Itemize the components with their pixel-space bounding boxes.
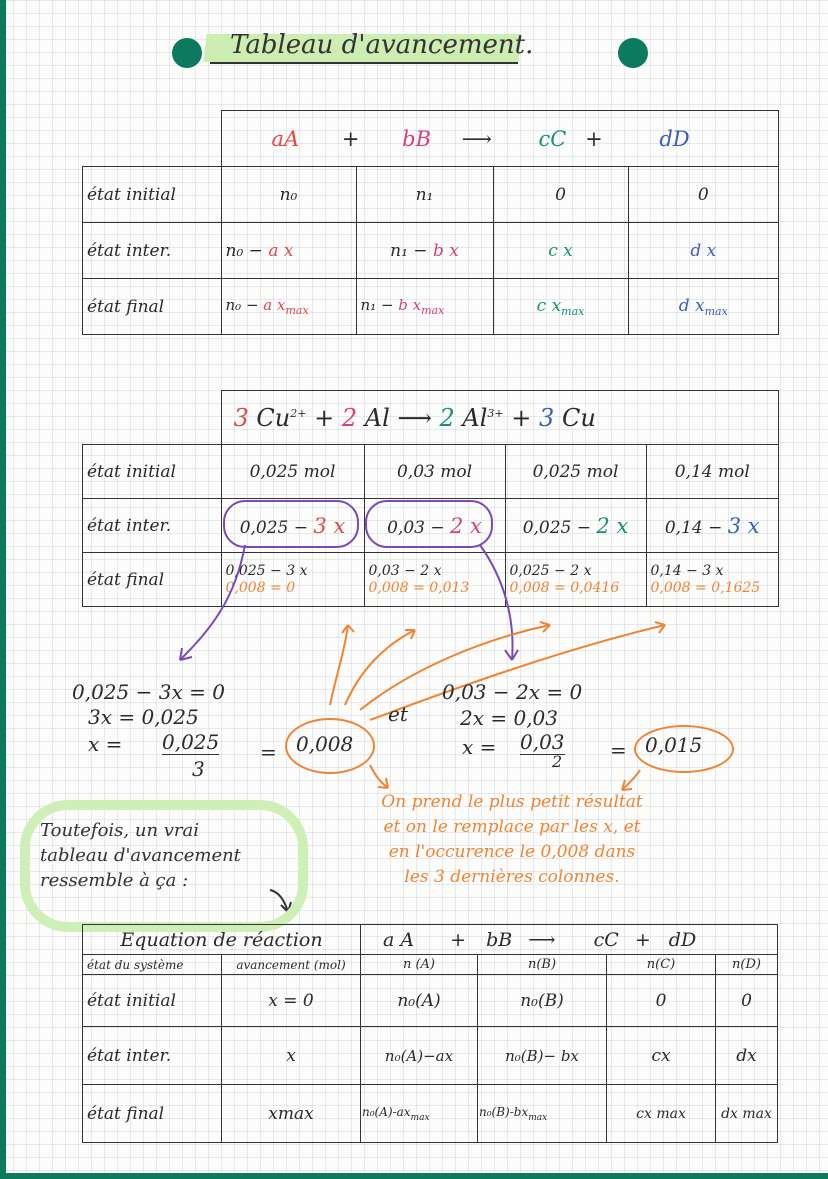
header-cell: n(B) (478, 955, 607, 975)
result-value: 0,015 (645, 733, 703, 757)
species-b: bB (402, 126, 432, 151)
cell: x (222, 1027, 361, 1085)
cell-part: 0,008 = 0 (225, 579, 296, 596)
species-b: bB (486, 928, 513, 951)
species: Al (364, 403, 390, 432)
result-value: 0,008 (296, 732, 354, 756)
fraction-numerator: 0,03 (520, 730, 565, 754)
plus-sign: + (341, 126, 360, 151)
cell-part: 0,008 = 0,1625 (650, 579, 761, 596)
cell: 0 (716, 975, 778, 1027)
full-advancement-table (82, 924, 778, 1143)
cell: n₀(B) (478, 975, 607, 1027)
cell-part: 2 x (450, 513, 482, 538)
cell: x = 0 (222, 975, 361, 1027)
cell-part: n₀ − (225, 240, 269, 261)
cell-part: max (561, 304, 585, 318)
header-cell: n (A) (361, 955, 478, 975)
calc-line: x = (462, 735, 497, 759)
equation-label: Equation de réaction (83, 925, 361, 955)
text-line: ressemble à ça : (40, 870, 189, 891)
cell: dx max (716, 1085, 778, 1143)
cell-part: 0,008 = 0,0416 (509, 579, 620, 596)
cell: n₀(A)−ax (361, 1027, 478, 1085)
text-line: Toutefois, un vrai (40, 820, 200, 841)
row-label: état initial (83, 445, 222, 499)
header-cell: n(C) (607, 955, 716, 975)
cell (361, 1085, 478, 1143)
cell-part: d x (678, 295, 705, 316)
species: Al (462, 403, 488, 432)
page-title: Tableau d'avancement. (230, 30, 534, 60)
cell-part: 0,03 − 2 x (368, 562, 442, 579)
plus-sign: + (450, 928, 467, 951)
cell: dx (716, 1027, 778, 1085)
cell-part: 0,14 − 3 x (650, 562, 724, 579)
cell: n₀(B)− bx (478, 1027, 607, 1085)
cell-part: n₁ − (360, 296, 399, 314)
plus-sign: + (511, 403, 532, 432)
header-cell: avancement (mol) (222, 955, 361, 975)
cell-part: 0,025 − 2 x (509, 562, 592, 579)
header-cell: n(D) (716, 955, 778, 975)
cell-part: a x (263, 296, 286, 314)
fraction-numerator: 0,025 (162, 730, 220, 754)
note-line: On prend le plus petit résultat (381, 792, 643, 812)
cell-part: max (528, 1112, 548, 1123)
species-c: cC (538, 126, 567, 151)
header-cell: état du système (83, 955, 222, 975)
calc-line: 2x = 0,03 (460, 706, 559, 730)
cell: n₀(A) (361, 975, 478, 1027)
calc-line: 3x = 0,025 (88, 705, 199, 729)
calc-line: 0,03 − 2x = 0 (442, 680, 583, 704)
full-equation (361, 925, 778, 955)
cell: 0,03 mol (364, 445, 505, 499)
cell-part: b x (398, 296, 422, 314)
cell-part: 0,025 − 3 x (225, 562, 308, 579)
reaction-arrow: ⟶ (528, 928, 556, 951)
plus-sign: + (585, 126, 603, 151)
row-label: état final (83, 279, 222, 335)
row-label: état initial (83, 167, 222, 223)
cell-part: 3 x (313, 513, 346, 538)
note-text (292, 790, 732, 890)
species-c: cC (593, 928, 619, 951)
species-a: aA (271, 126, 300, 151)
reaction-arrow: ⟶ (461, 126, 492, 151)
calc-line: x = (88, 732, 123, 756)
cell: n₁ (356, 167, 493, 223)
cell: xmax (222, 1085, 361, 1143)
cell (478, 1085, 607, 1143)
toutefois-text (40, 818, 241, 893)
row-label: état inter. (83, 223, 222, 279)
cell: 0 (493, 167, 628, 223)
cell-part: n₁ − (390, 240, 433, 261)
table-row (83, 1027, 778, 1085)
note-line: en l'occurence le 0,008 dans (388, 842, 636, 862)
reaction-arrow: ⟶ (397, 403, 432, 432)
note-line: les 3 dernières colonnes. (404, 867, 620, 887)
conjunction: et (388, 702, 408, 726)
species-a: a A (383, 928, 415, 951)
cell: c x (493, 223, 628, 279)
cell-part: c x (536, 295, 562, 316)
cell-part: b x (432, 240, 459, 261)
row-label: état inter. (83, 499, 222, 553)
row-label: état final (83, 553, 222, 607)
cell-part: max (410, 1112, 430, 1123)
table-row (83, 1085, 778, 1143)
cell-part: 2 x (596, 513, 629, 538)
equals: = (610, 738, 627, 762)
coef: 2 (439, 403, 455, 432)
fraction-denominator: 3 (192, 757, 205, 781)
row-label: état inter. (83, 1027, 222, 1085)
cell-part: 3 x (727, 513, 760, 538)
row-label: état initial (83, 975, 222, 1027)
cell-part: n₀ − (225, 296, 264, 314)
cell-part: n₀(A)-ax (362, 1104, 411, 1119)
cell: n₀ (221, 167, 356, 223)
species: Cu (256, 403, 291, 432)
note-line: et on le remplace par les x, et (383, 817, 641, 837)
equals: = (260, 740, 277, 764)
charge: 3+ (487, 406, 504, 420)
cell: cx max (607, 1085, 716, 1143)
cell: 0,025 mol (505, 445, 646, 499)
cell: d x (628, 223, 779, 279)
species-d: dD (668, 928, 697, 951)
cell-part: 0,14 − (664, 517, 728, 538)
cell: cx (607, 1027, 716, 1085)
cell-part: n₀(B)-bx (479, 1104, 529, 1119)
cell-part: a x (268, 240, 294, 261)
plus-sign: + (634, 928, 651, 951)
cell-part: 0,008 = 0,013 (368, 579, 470, 596)
cell: 0,14 mol (646, 445, 779, 499)
cell: 0 (628, 167, 779, 223)
cell-part: 0,025 − (239, 517, 314, 538)
cell: 0 (607, 975, 716, 1027)
cell-part: 0,03 − (387, 517, 450, 538)
species: Cu (561, 403, 596, 432)
plus-sign: + (314, 403, 335, 432)
row-label: état final (83, 1085, 222, 1143)
coef: 3 (539, 403, 555, 432)
charge: 2+ (290, 406, 307, 420)
text-line: tableau d'avancement (40, 845, 241, 866)
table-row (83, 975, 778, 1027)
cell: 0,025 mol (221, 445, 364, 499)
calc-line: 0,025 − 3x = 0 (72, 680, 225, 704)
arrow-path (180, 545, 245, 660)
species-d: dD (659, 126, 690, 151)
coef: 2 (341, 403, 358, 432)
cell-part: 0,025 − (522, 517, 597, 538)
cell-part: max (704, 304, 728, 318)
coef: 3 (233, 403, 249, 432)
cell-part: max (285, 304, 309, 317)
fraction-denominator: 2 (552, 752, 563, 771)
cell-part: max (421, 304, 445, 317)
